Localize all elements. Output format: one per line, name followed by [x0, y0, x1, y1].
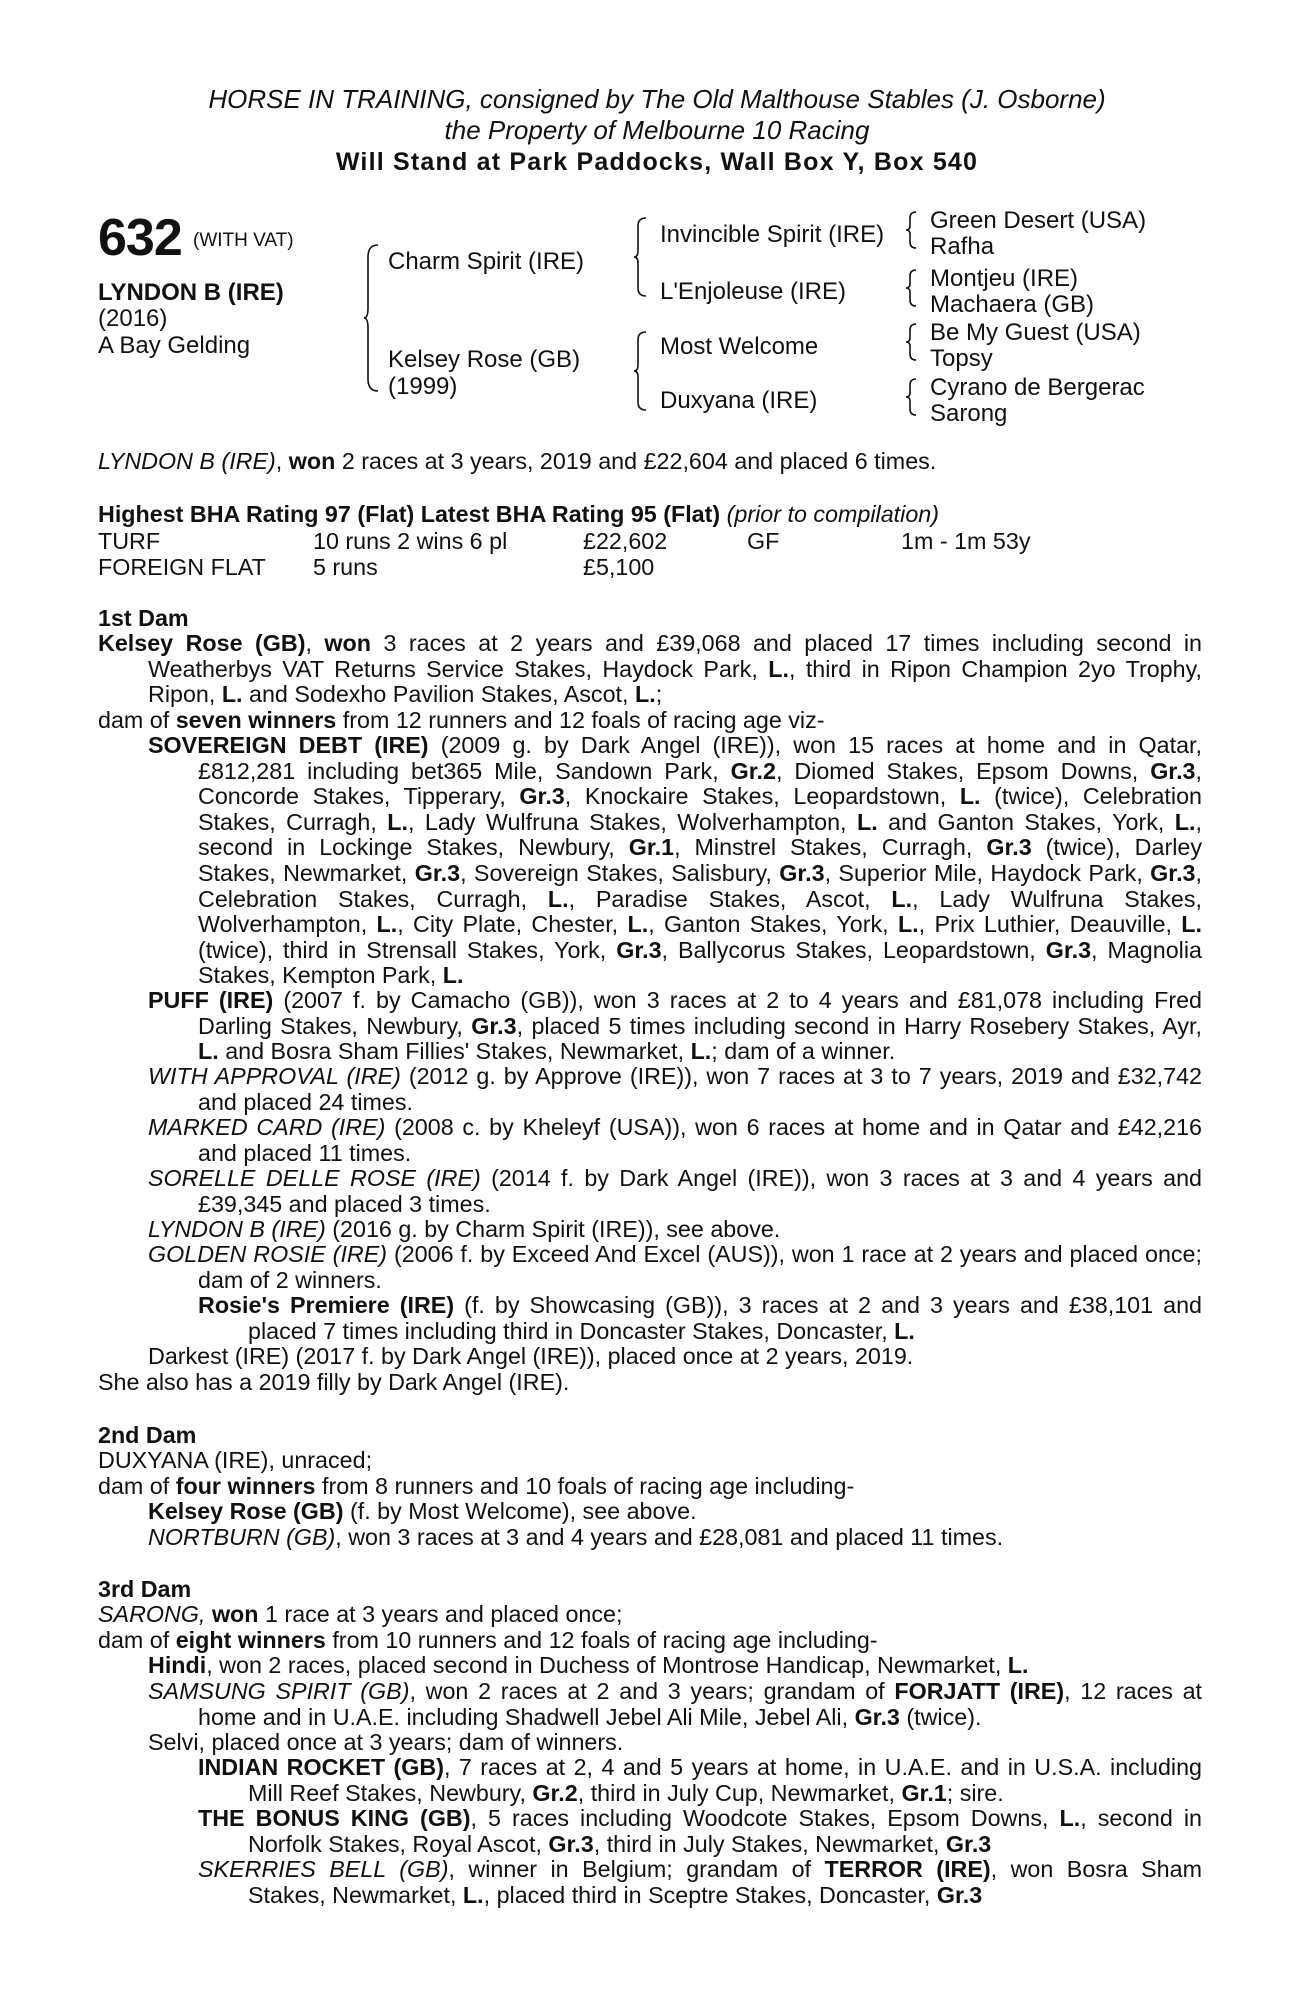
record-surface-1: TURF [98, 528, 161, 554]
record-runs-1: 10 runs 2 wins 6 pl [313, 528, 508, 554]
pedigree-dam-sire: Most Welcome [660, 333, 819, 360]
pedigree-dds: Cyrano de Bergerac [930, 374, 1145, 401]
third-dam-heading: 3rd Dam [98, 1576, 192, 1602]
record-prize-1: £22,602 [583, 528, 668, 554]
puff-entry: PUFF (IRE) (2007 f. by Camacho (GB)), won 3 races at 2 to 4 years and £81,078 including Fred Darling Stakes, Newbury, Gr.3, placed 5 times including second in Harry Rosebery Stakes, Ayr, L. and Bosra Sham Fillies' Stakes, Newmarket, L.; dam of a winner. [148, 987, 1202, 1065]
rating-label: Highest BHA Rating 97 (Flat) Latest BHA Rating 95 (Flat) [98, 501, 721, 527]
first-dam-heading: 1st Dam [98, 605, 189, 631]
sovereign-debt-entry: SOVEREIGN DEBT (IRE) (2009 g. by Dark Angel (IRE)), won 15 races at home and in Qatar, £812,281 including bet365 Mile, Sandown Park, Gr.2, Diomed Stakes, Epsom Downs, Gr.3, Concorde Stakes, Tipperary, Gr.3, Knockaire Stakes, Leopardstown, L. (twice), Celebration Stakes, Curragh, L., Lady Wulfruna Stakes, Wolverhampton, L. and Ganton Stakes, York, L., second in Lockinge Stakes, Newbury, Gr.1, Minstrel Stakes, Curragh, Gr.3 (twice), Darley Stakes, Newmarket, Gr.3, Sovereign Stakes, Salisbury, Gr.3, Superior Mile, Haydock Park, Gr.3, Celebration Stakes, Curragh, L., Paradise Stakes, Ascot, L., Lady Wulfruna Stakes, Wolverhampton, L., City Plate, Chester, L., Ganton Stakes, York, L., Prix Luthier, Deauville, L. (twice), third in Strensall Stakes, York, Gr.3, Ballycorus Stakes, Leopardstown, Gr.3, Magnolia Stakes, Kempton Park, L. [148, 732, 1203, 989]
rating-note: (prior to compilation) [726, 501, 939, 527]
dam3-dam-of: dam of eight winners from 10 runners and 12 foals of racing age including- [98, 1627, 878, 1653]
record-going-1: GF [747, 528, 780, 554]
pedigree-brace-sire [634, 216, 648, 298]
golden-rosie-entry: GOLDEN ROSIE (IRE) (2006 f. by Exceed And Excel (AUS)), won 1 race at 2 years and placed once; dam of 2 winners. [148, 1241, 1202, 1293]
pedigree-brace-dd [906, 377, 918, 417]
race-summary: LYNDON B (IRE), won 2 races at 3 years, 2019 and £22,604 and placed 6 times. [98, 448, 937, 474]
northburn-entry: NORTBURN (GB), won 3 races at 3 and 4 years and £28,081 and placed 11 times. [148, 1524, 1004, 1550]
rosies-premiere-entry: Rosie's Premiere (IRE) (f. by Showcasing (GB)), 3 races at 2 and 3 years and £38,101 and placed 7 times including third in Doncaster Stakes, Doncaster, L. [198, 1292, 1202, 1344]
pedigree-dsd: Topsy [930, 345, 993, 372]
pedigree-dss: Be My Guest (USA) [930, 319, 1141, 346]
pedigree-brace-ss [906, 210, 918, 250]
pedigree-brace-sd [906, 268, 918, 308]
record-distance-1: 1m - 1m 53y [901, 528, 1031, 554]
filly-note: She also has a 2019 filly by Dark Angel (IRE). [98, 1369, 570, 1395]
consignor-line: HORSE IN TRAINING, consigned by The Old Malthouse Stables (J. Osborne) [208, 84, 1106, 114]
hindi-entry: Hindi, won 2 races, placed second in Duchess of Montrose Handicap, Newmarket, L. [148, 1652, 1029, 1678]
pedigree-sds: Montjeu (IRE) [930, 265, 1079, 292]
kelsey-rose-entry: Kelsey Rose (GB), won 3 races at 2 years and £39,068 and placed 17 times including second in Weatherbys VAT Returns Service Stakes, Haydock Park, L., third in Ripon Champion 2yo Trophy, Ripon, L. and Sodexho Pavilion Stakes, Ascot, L.; [98, 630, 1203, 708]
kelsey-rose-name: Kelsey Rose (GB) [98, 630, 306, 656]
pedigree-sss: Green Desert (USA) [930, 207, 1147, 234]
pedigree-brace-main [364, 243, 380, 393]
stand-line: Will Stand at Park Paddocks, Wall Box Y, Box 540 [335, 148, 979, 176]
puff-name: PUFF (IRE) [148, 987, 274, 1013]
pedigree-dam-year: (1999) [388, 373, 458, 400]
bha-rating [98, 502, 1202, 528]
pedigree-brace-ds [906, 322, 918, 362]
horse-name: LYNDON B (IRE) [98, 279, 284, 306]
pedigree-dam-dam: Duxyana (IRE) [660, 387, 818, 414]
pedigree-sire-dam: L'Enjoleuse (IRE) [660, 278, 846, 305]
kelsey-won: won [324, 630, 371, 656]
second-dam-heading: 2nd Dam [98, 1422, 197, 1448]
skerries-bell-entry: SKERRIES BELL (GB), winner in Belgium; grandam of TERROR (IRE), won Bosra Sham Stakes, Newmarket, L., placed third in Sceptre Stakes, Doncaster, Gr.3 [198, 1856, 1202, 1908]
lot-number: 632 [98, 209, 182, 267]
duxyana-line: DUXYANA (IRE), unraced; [98, 1447, 373, 1473]
bonus-king-entry: THE BONUS KING (GB), 5 races including Woodcote Stakes, Epsom Downs, L., second in Norfolk Stakes, Royal Ascot, Gr.3, third in July Stakes, Newmarket, Gr.3 [198, 1805, 1202, 1857]
pedigree-sire: Charm Spirit (IRE) [388, 248, 585, 275]
sovereign-debt-name: SOVEREIGN DEBT (IRE) [148, 732, 429, 758]
vat-note: (WITH VAT) [193, 230, 294, 251]
record-surface-2: FOREIGN FLAT [98, 554, 266, 580]
with-approval-entry: WITH APPROVAL (IRE) (2012 g. by Approve (IRE)), won 7 races at 3 to 7 years, 2019 and £32,742 and placed 24 times. [148, 1063, 1202, 1115]
record-runs-2: 5 runs [313, 554, 378, 580]
samsung-spirit-entry: SAMSUNG SPIRIT (GB), won 2 races at 2 and 3 years; grandam of FORJATT (IRE), 12 races at home and in U.A.E. including Shadwell Jebel Ali Mile, Jebel Ali, Gr.3 (twice). [148, 1678, 1203, 1730]
summary-won: won [288, 448, 336, 474]
selvi-entry: Selvi, placed once at 3 years; dam of winners. [148, 1729, 624, 1755]
foaling-year: (2016) [98, 305, 168, 332]
sorelle-entry: SORELLE DELLE ROSE (IRE) (2014 f. by Dark Angel (IRE)), won 3 races at 3 and 4 years and £39,345 and placed 3 times. [148, 1165, 1202, 1217]
summary-horse-name: LYNDON B (IRE) [98, 448, 276, 474]
lyndon-entry: LYNDON B (IRE) (2016 g. by Charm Spirit (IRE)), see above. [148, 1216, 781, 1242]
dam2-kelsey-entry: Kelsey Rose (GB) (f. by Most Welcome), see above. [148, 1498, 697, 1524]
property-line: the Property of Melbourne 10 Racing [444, 115, 870, 145]
pedigree-dam: Kelsey Rose (GB) [388, 346, 581, 373]
marked-card-entry: MARKED CARD (IRE) (2008 c. by Kheleyf (USA)), won 6 races at home and in Qatar and £42,216 and placed 11 times. [148, 1114, 1202, 1166]
dam-of-winners: dam of seven winners from 12 runners and 12 foals of racing age viz- [98, 707, 825, 733]
summary-text: 2 races at 3 years, 2019 and £22,604 and placed 6 times. [335, 448, 937, 474]
darkest-entry: Darkest (IRE) (2017 f. by Dark Angel (IRE)), placed once at 2 years, 2019. [148, 1343, 914, 1369]
record-prize-2: £5,100 [583, 554, 655, 580]
pedigree-sire-sire: Invincible Spirit (IRE) [660, 221, 885, 248]
indian-rocket-entry: INDIAN ROCKET (GB), 7 races at 2, 4 and 5 years at home, in U.A.E. and in U.S.A. including Mill Reef Stakes, Newbury, Gr.2, third in July Cup, Newmarket, Gr.1; sire. [198, 1754, 1203, 1806]
horse-description: A Bay Gelding [98, 332, 251, 359]
pedigree-ddd: Sarong [930, 400, 1008, 427]
sarong-line: SARONG, won 1 race at 3 years and placed once; [98, 1601, 623, 1627]
pedigree-ssd: Rafha [930, 233, 995, 260]
pedigree-brace-dam [634, 330, 648, 412]
dam2-dam-of: dam of four winners from 8 runners and 10 foals of racing age including- [98, 1473, 855, 1499]
pedigree-sdd: Machaera (GB) [930, 291, 1095, 318]
